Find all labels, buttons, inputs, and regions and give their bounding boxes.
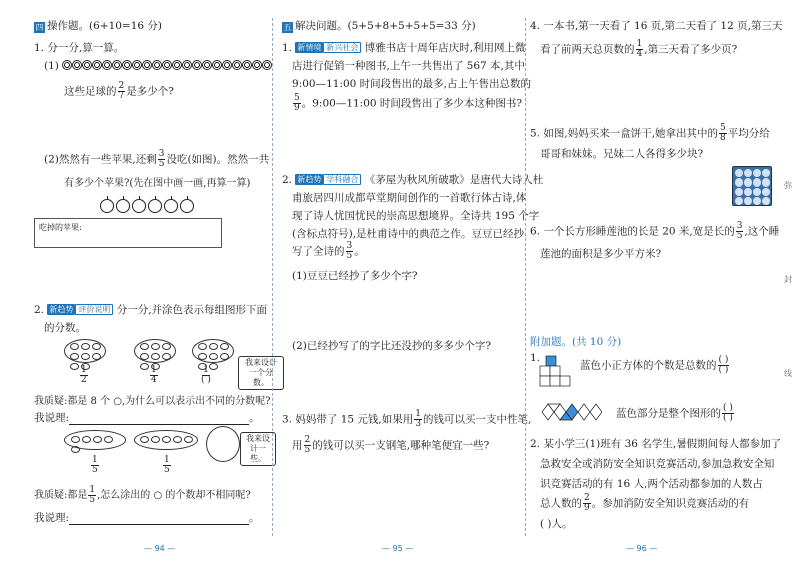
p2-q2-line4: (含标点符号),是杜甫诗中的典范之作。豆豆已经抄	[292, 228, 525, 240]
oval-group-2[interactable]	[134, 339, 176, 363]
b2-question: 蓝色部分是整个图形的 $\frac{( )}{( )}$	[616, 403, 733, 423]
page-94	[28, 0, 277, 566]
p3-q5-line2: 哥哥和妹妹。兄妹二人各得多少块?	[540, 148, 704, 160]
fraction-label: $\frac{1}{2}$	[81, 365, 87, 385]
football-icon	[62, 60, 272, 72]
biscuit-box-icon	[732, 166, 772, 206]
apple-icon	[148, 199, 162, 213]
page-number: — 96 —	[626, 544, 658, 553]
question-2-title: 2. 新趋势 评价说明 分一分,并涂色表示每组图形下面	[34, 304, 268, 316]
b3-line3: 识竞赛活动的有 16 人,两个活动都参加的人数占	[540, 478, 763, 490]
reason-2: 我说理: 。	[34, 512, 260, 524]
q1-1-question: 这些足球的 $\frac{2}{7}$ 是多少个?	[64, 81, 174, 101]
page-number: — 95 —	[382, 544, 414, 553]
cube-stack-icon	[538, 352, 572, 388]
p3-q6-line2: 莲池的面积是多少平方米?	[540, 248, 662, 260]
fraction: $\frac{3}{5}$	[158, 149, 165, 169]
reason-2-answer-line[interactable]	[69, 512, 249, 525]
p2-q2-sub1: (1)豆豆已经抄了多少个字?	[292, 270, 418, 282]
oval-group-5[interactable]	[134, 430, 198, 450]
p3-q4-line2: 看了前两天总页数的 $\frac{1}{4}$ ,第三天看了多少页?	[540, 39, 738, 59]
b3-line1: 2. 某小学三(1)班有 36 名学生,暑假期间每人都参加了	[530, 438, 782, 450]
seal-line-mark: 弥	[784, 181, 792, 190]
column-divider	[525, 18, 526, 536]
column-divider	[272, 18, 273, 536]
p2-q2-line1: 2. 新趋势 学科融合 《茅屋为秋风所破歌》是唐代大诗人杜	[282, 174, 544, 186]
reason-1: 我说理: 。	[34, 412, 260, 424]
p3-q5-line1: 5. 如图,妈妈买来一盒饼干,她拿出其中的 $\frac{5}{8}$ 平均分给	[530, 123, 770, 143]
page-number: — 94 —	[144, 544, 176, 553]
design-fraction-bubble: 我来设计一个分数。	[238, 356, 284, 390]
doubt-2: 我质疑:都是 $\frac{1}{5}$ ,怎么涂出的 ○ 的个数却不相同呢?	[34, 485, 251, 505]
apple-icon	[100, 199, 114, 213]
b3-line4: 总人数的 $\frac{2}{9}$ 。参加消防安全知识竞赛活动的有	[540, 493, 750, 513]
society-badge: 新兴社会	[323, 42, 361, 53]
q1-2-question: (2)然然有一些苹果,还剩 $\frac{3}{5}$ 没吃(如图)。然然一共	[44, 149, 270, 169]
seal-line-mark: 线	[784, 369, 792, 378]
new-trend-badge: 新趋势	[49, 305, 74, 314]
fraction: $\frac{2}{7}$	[118, 81, 125, 101]
oval-group-1[interactable]	[64, 339, 106, 363]
p3-q4-line1: 4. 一本书,第一天看了 16 页,第二天看了 12 页,第三天	[530, 20, 783, 32]
section-number-badge: 五	[283, 23, 292, 32]
reason-1-answer-line[interactable]	[69, 412, 249, 425]
p2-q1-line4: $\frac{5}{9}$ 。9:00—11:00 时间段售出了多少本这种图书?	[294, 93, 523, 113]
fraction-label[interactable]: $\frac{1}{( )}$	[201, 365, 211, 385]
b3-answer-blank[interactable]: ( )人。	[540, 518, 573, 530]
oval-group-6[interactable]	[206, 426, 240, 462]
b1-question: 蓝色小正方体的个数是总数的 $\frac{( )}{( )}$	[580, 355, 729, 375]
p2-q1-line1: 1. 新情境 新兴社会 博雅书店十周年店庆时,利用网上微	[282, 42, 526, 54]
p2-q1-line2: 店进行促销一种图书,上午一共售出了 567 本,其中	[292, 60, 525, 72]
page-96	[530, 0, 783, 566]
seal-line-mark: 封	[784, 275, 792, 284]
b1-number: 1.	[530, 352, 541, 364]
question-1-title: 1. 分一分,算一算。	[34, 42, 125, 54]
section-title: 解决问题。(5+5+8+5+5+5=33 分)	[295, 20, 476, 32]
answer-fraction[interactable]: $\frac{( )}{( )}$	[718, 355, 729, 375]
fraction-label: $\frac{1}{5}$	[92, 455, 98, 475]
apple-icon	[164, 199, 178, 213]
q1-2-line2: 有多少个苹果?(先在图中画一画,再算一算)	[64, 178, 251, 189]
p2-q2-line5: 写了全诗的 $\frac{3}{5}$ 。	[292, 241, 365, 261]
fraction-label: $\frac{1}{4}$	[151, 365, 157, 385]
bonus-title: 附加题。(共 10 分)	[530, 336, 622, 348]
question-2-line2: 的分数。	[44, 322, 86, 334]
eaten-apples-label: 吃掉的苹果:	[39, 223, 82, 232]
interdisciplinary-badge: 学科融合	[323, 174, 361, 185]
section-title: 操作题。(6+10=16 分)	[47, 20, 163, 32]
section-five-heading	[282, 18, 476, 33]
new-trend-badge: 新趋势	[297, 175, 322, 184]
eval-badge: 评价说明	[75, 304, 113, 315]
doubt-1: 我质疑:都是 8 个 ○,为什么可以表示出不同的分数呢?	[34, 396, 271, 407]
p2-q1-line3: 9:00—11:00 时间段售出的最多,占上午售出总数的	[292, 78, 532, 90]
fraction-label: $\frac{1}{5}$	[164, 455, 170, 475]
p2-q3-line2: 用 $\frac{2}{5}$ 的钱可以买一支钢笔,哪种笔便宜一些?	[292, 435, 490, 455]
b3-line2: 急救安全或消防安全知识竞赛活动,参加急救安全知	[540, 458, 775, 470]
section-number-badge: 四	[35, 23, 44, 32]
section-four-heading	[34, 18, 162, 33]
new-context-badge: 新情境	[297, 43, 322, 52]
p3-q6-line1: 6. 一个长方形睡莲池的长是 20 米,宽是长的 $\frac{3}{5}$ ,这个睡	[530, 221, 780, 241]
eaten-apples-box[interactable]	[34, 218, 222, 248]
apple-icon	[116, 199, 130, 213]
p2-q2-line2: 甫旅居四川成都草堂期间创作的一首歌行体古诗,体	[292, 192, 527, 204]
p2-q3-line1: 3. 妈妈带了 15 元钱,如果用 $\frac{1}{3}$ 的钱可以买一支中性笔,	[282, 409, 532, 429]
oval-group-3[interactable]	[192, 339, 234, 363]
q1-1-label: (1)	[44, 60, 59, 72]
oval-group-4[interactable]	[64, 430, 126, 450]
p2-q2-line3: 现了诗人忧国忧民的崇高思想境界。全诗共 195 个字	[292, 210, 540, 222]
diamond-pattern-icon	[536, 400, 602, 424]
page-95	[282, 0, 544, 566]
apple-icon	[132, 199, 146, 213]
apple-icon	[180, 199, 194, 213]
design-some-bubble: 我来设计一些。	[240, 432, 276, 466]
q1-1-footballs	[44, 60, 272, 72]
answer-fraction[interactable]: $\frac{( )}{( )}$	[723, 403, 733, 423]
p2-q2-sub2: (2)已经抄写了的字比还没抄的多多少个字?	[292, 340, 492, 352]
